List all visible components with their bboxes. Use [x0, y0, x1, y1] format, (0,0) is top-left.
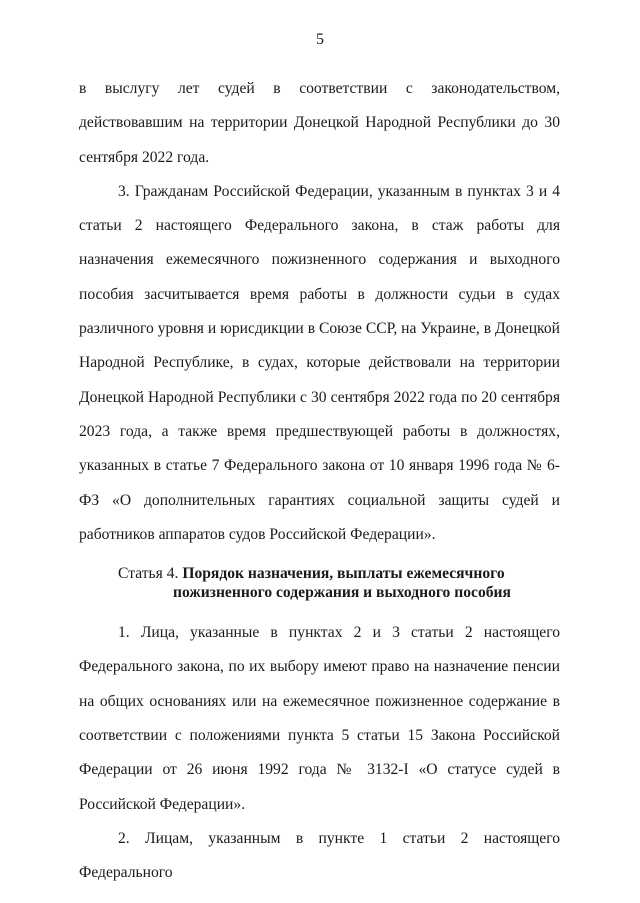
article-title-line1: Порядок назначения, выплаты ежемесячного [182, 565, 505, 583]
paragraph-item-1: 1. Лица, указанные в пунктах 2 и 3 статьи 2 настоящего Федерального закона, по их выбору имеют право на назначение пенсии на общих основаниях или на ежемесячное пожизненное содержание в соответствии с положениями пункта 5 статьи 15 Закона Российской Федерации от 26 июня 1992 года № 3132-I «О статусе судей в Российской Федерации». [79, 624, 560, 813]
article-heading [79, 564, 560, 602]
page-number: 5 [316, 31, 324, 48]
paragraph-continuation: в выслугу лет судей в соответствии с законодательством, действовавшим на территории Донецкой Народной Республики до 30 сентября 2022 года. [79, 80, 560, 166]
paragraph-item-3: 3. Гражданам Российской Федерации, указанным в пунктах 3 и 4 статьи 2 настоящего Федерального закона, в стаж работы для назначения ежемесячного пожизненного содержания и выходного пособия засчитывается время работы в должности судьи в судах различного уровня и юрисдикции в Союзе ССР, на Украине, в Донецкой Народной Республике, в судах, которые действовали на территории Донецкой Народной Республики с 30 сентября 2022 года по 20 сентября 2023 года, а также время предшествующей работы в должностях, указанных в статье 7 Федерального закона от 10 января 1996 года № 6-ФЗ «О дополнительных гарантиях социальной защиты судей и работников аппаратов судов Российской Федерации». [79, 182, 560, 543]
document-body [79, 72, 560, 891]
article-label: Статья 4. [118, 565, 179, 583]
paragraph-item-2: 2. Лицам, указанным в пункте 1 статьи 2 настоящего Федерального [79, 829, 560, 882]
article-heading-line1 [79, 564, 560, 583]
article-title-line2: пожизненного содержания и выходного пособия [173, 584, 511, 602]
